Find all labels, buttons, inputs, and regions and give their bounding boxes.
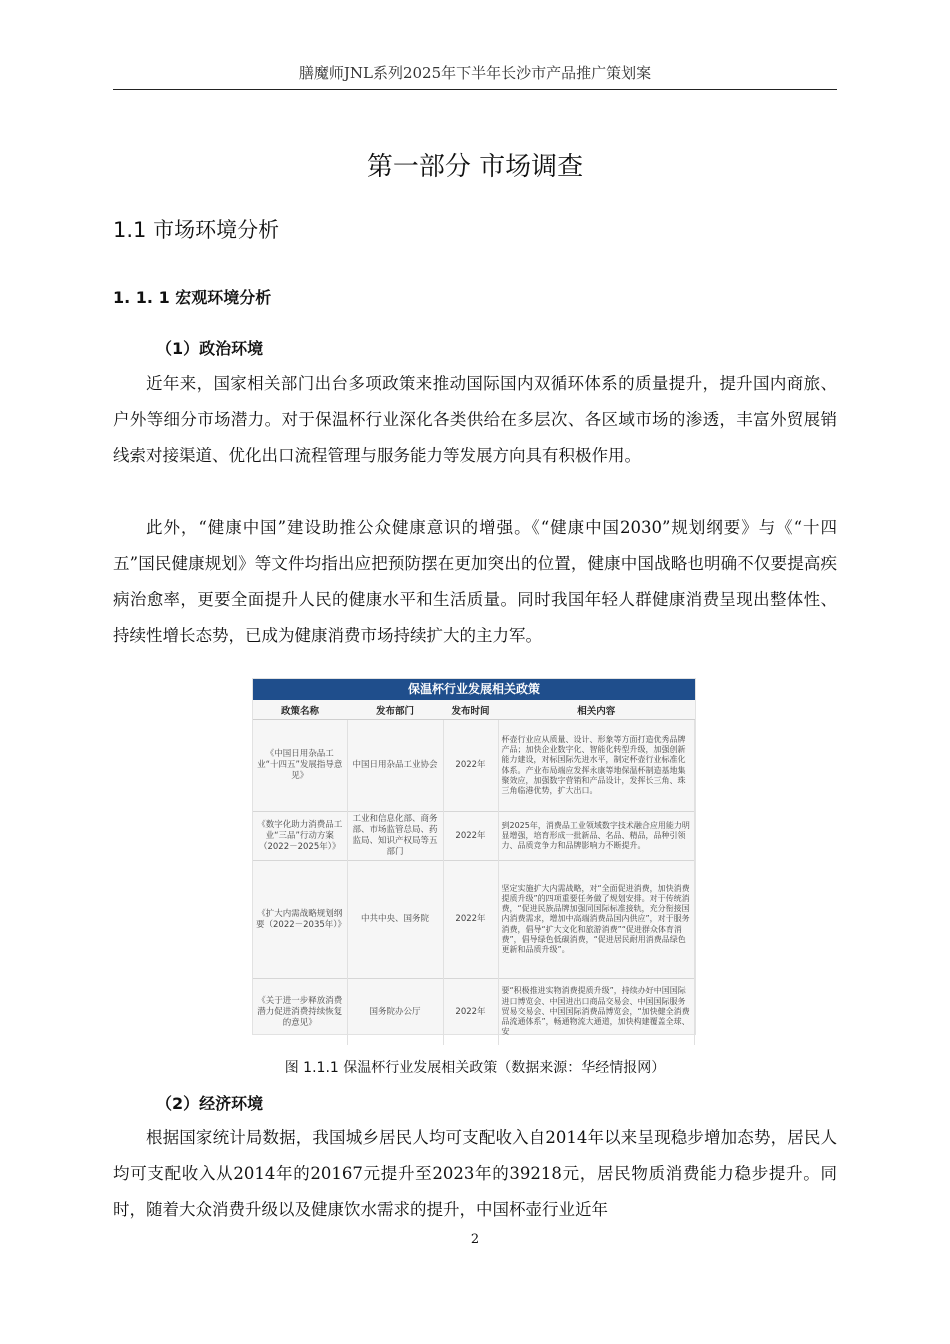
column-header: 发布时间 bbox=[443, 700, 498, 720]
policy-dept: 中共中央、国务院 bbox=[347, 861, 443, 979]
political-paragraph-2: 此外，“健康中国”建设助推公众健康意识的增强。《“健康中国2030”规划纲要》与《“十四五”国民健康规划》等文件均指出应把预防摆在更加突出的位置，健康中国战略也明确不仅要提高疾病治愈率，更要全面提升人民的健康水平和生活质量。同时我国年轻人群健康消费呈现出整体性、持续性增长态势，已成为健康消费市场持续扩大的主力军。 bbox=[113, 518, 837, 645]
policy-dept: 国务院办公厅 bbox=[347, 979, 443, 1046]
policy-year: 2022年 bbox=[443, 979, 498, 1046]
page-number: 2 bbox=[470, 1232, 480, 1247]
policy-dept: 中国日用杂品工业协会 bbox=[347, 720, 443, 812]
political-heading: （1）政治环境 bbox=[156, 339, 264, 358]
policy-year: 2022年 bbox=[443, 720, 498, 812]
economic-heading: （2）经济环境 bbox=[156, 1094, 264, 1113]
column-header: 政策名称 bbox=[253, 700, 347, 720]
policy-dept: 工业和信息化部、商务部、市场监管总局、药监局、知识产权局等五部门 bbox=[347, 812, 443, 861]
table-row bbox=[253, 720, 695, 812]
policy-content: 要“积极推进实物消费提质升级”，持续办好中国国际进口博览会、中国进出口商品交易会、中国国际服务贸易交易会、中国国际消费品博览会，“加快健全消费品流通体系”，畅通物流大通道，加快构建覆盖全球、安 bbox=[498, 979, 695, 1046]
policy-name: 《扩大内需战略规划纲要（2022－2035年）》 bbox=[253, 861, 347, 979]
column-header: 发布部门 bbox=[347, 700, 443, 720]
figure-title: 保温杯行业发展相关政策 bbox=[253, 679, 695, 700]
table-row bbox=[253, 812, 695, 861]
policy-content: 杯壶行业应从质量、设计、形象等方面打造优秀品牌产品；加快企业数字化、智能化转型升级，加强创新能力建设，对标国际先进水平，制定杯壶行业标准化体系。产业布局端应发挥永康等地保温杯制造基地集聚效应，加强数字营销和产品设计，发挥长三角、珠三角临港优势，扩大出口。 bbox=[498, 720, 695, 812]
policy-table-figure bbox=[252, 678, 696, 1035]
policy-name: 《关于进一步释放消费潜力促进消费持续恢复的意见》 bbox=[253, 979, 347, 1046]
policy-content: 到2025年，消费品工业领域数字技术融合应用能力明显增强，培育形成一批新品、名品、精品，品种引领力、品质竞争力和品牌影响力不断提升。 bbox=[498, 812, 695, 861]
table-header-row bbox=[253, 700, 695, 720]
section-heading: 1.1 市场环境分析 bbox=[113, 218, 280, 242]
policy-content: 坚定实施扩大内需战略，对“全面促进消费，加快消费提质升级”的四项重要任务做了规划安排。对于传统消费，“促进民族品牌加强同国际标准接轨，充分衔接国内消费需求，增加中高端消费品国内供应”，对于服务消费，倡导“扩大文化和旅游消费”“促进群众体育消费”，倡导绿色低碳消费，“促进居民耐用消费品绿色更新和品质升级”。 bbox=[498, 861, 695, 979]
policy-name: 《中国日用杂品工业“十四五”发展指导意见》 bbox=[253, 720, 347, 812]
table-row bbox=[253, 861, 695, 979]
policy-year: 2022年 bbox=[443, 861, 498, 979]
political-paragraph-1: 近年来，国家相关部门出台多项政策来推动国际国内双循环体系的质量提升，提升国内商旅、户外等细分市场潜力。对于保温杯行业深化各类供给在多层次、各区域市场的渗透，丰富外贸展销线索对接渠道、优化出口流程管理与服务能力等发展方向具有积极作用。 bbox=[113, 374, 837, 465]
table-row bbox=[253, 979, 695, 1046]
running-header: 膳魔师JNL系列2025年下半年长沙市产品推广策划案 bbox=[298, 64, 652, 82]
subsection-heading: 1. 1. 1 宏观环境分析 bbox=[113, 288, 272, 307]
header-divider bbox=[113, 89, 837, 90]
figure-caption: 图 1.1.1 保温杯行业发展相关政策（数据来源：华经情报网） bbox=[284, 1060, 666, 1076]
chapter-title: 第一部分 市场调查 bbox=[366, 152, 584, 182]
economic-paragraph-1: 根据国家统计局数据，我国城乡居民人均可支配收入自2014年以来呈现稳步增加态势，居民人均可支配收入从2014年的20167元提升至2023年的39218元，居民物质消费能力稳步提升。同时，随着大众消费升级以及健康饮水需求的提升，中国杯壶行业近年 bbox=[113, 1128, 837, 1219]
policy-name: 《数字化助力消费品工业“三品”行动方案（2022－2025年）》 bbox=[253, 812, 347, 861]
policy-year: 2022年 bbox=[443, 812, 498, 861]
policy-table bbox=[253, 700, 695, 1045]
column-header: 相关内容 bbox=[498, 700, 695, 720]
